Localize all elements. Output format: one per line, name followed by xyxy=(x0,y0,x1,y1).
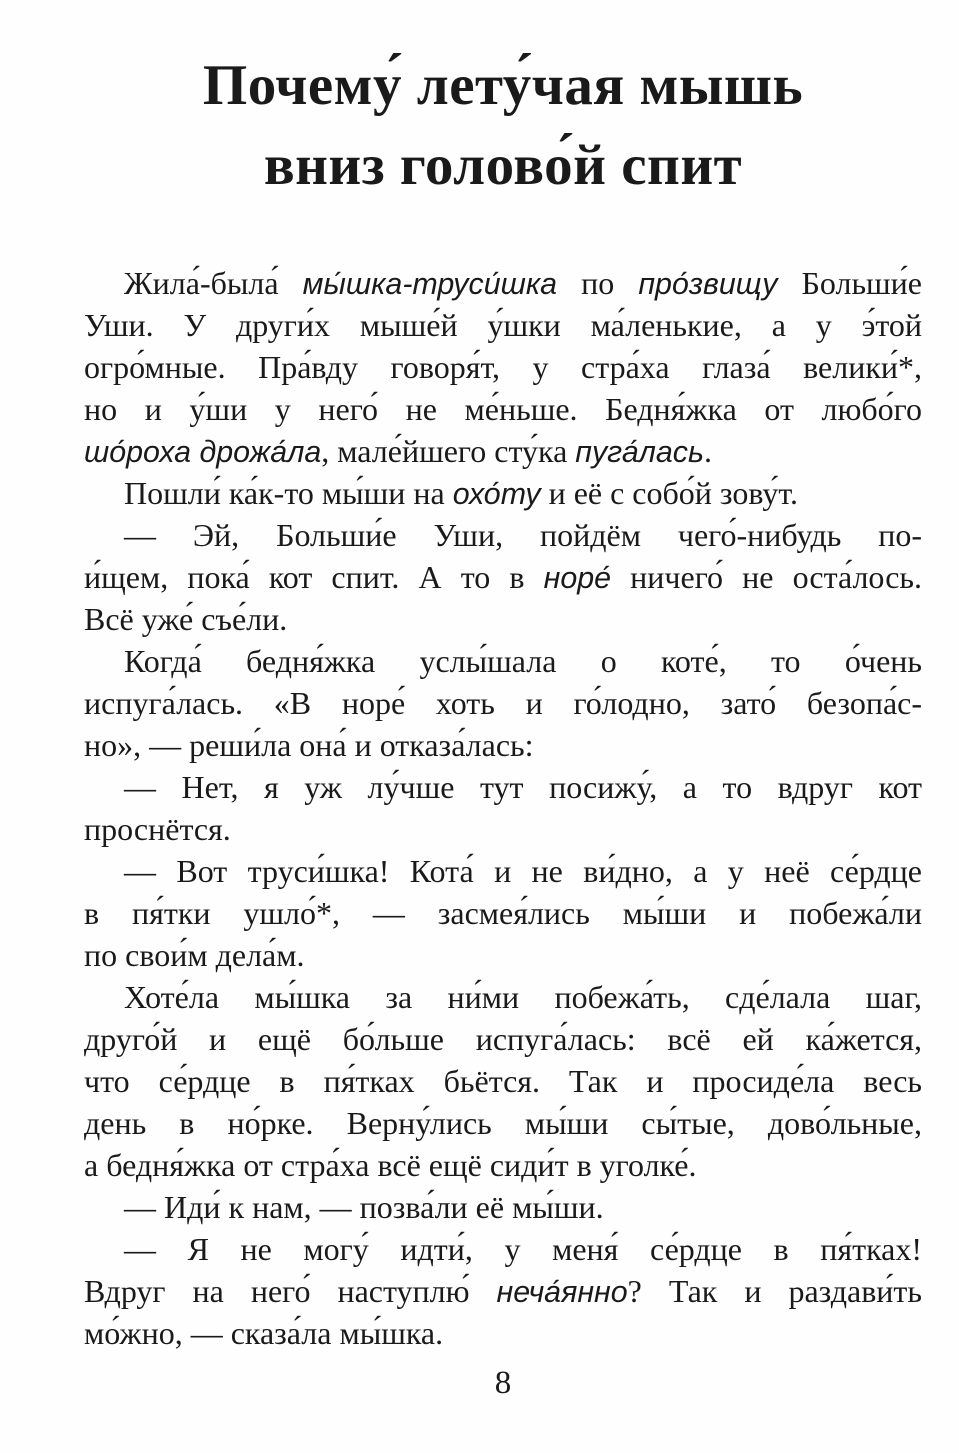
text-line xyxy=(84,304,922,346)
text-line xyxy=(84,472,922,514)
text-segment: . xyxy=(703,433,712,469)
text-segment: по свои́м дела́м. xyxy=(84,937,305,973)
italic-segment: норе́ xyxy=(543,561,612,595)
text-line xyxy=(84,346,922,388)
italic-segment: неча́янно xyxy=(496,1275,628,1309)
text-segment: Хоте́ла мы́шка за ни́ми побежа́ть, сде́лала шаг, xyxy=(124,979,922,1015)
text-segment: проснётся. xyxy=(84,811,231,847)
text-line xyxy=(84,640,922,682)
text-segment: испуга́лась. «В норе́ хоть и го́лодно, зато́ безопа́с- xyxy=(84,685,922,721)
text-segment: но», — реши́ла она́ и отказа́лась: xyxy=(84,727,534,763)
text-segment: ничего́ не оста́лось. xyxy=(611,559,922,595)
text-line xyxy=(84,1270,922,1312)
text-segment: по xyxy=(557,265,639,301)
text-segment: и́щем, пока́ кот спит. А то в xyxy=(84,559,544,595)
text-segment: в пя́тки ушло́*, — засмея́лись мы́ши и побежа́ли xyxy=(84,895,922,931)
italic-segment: пуга́лась xyxy=(575,435,704,469)
text-line xyxy=(84,682,922,724)
text-line xyxy=(84,1312,922,1354)
text-segment: но и у́ши у него́ не ме́ньше. Бедня́жка от любо́го xyxy=(84,391,922,427)
text-line xyxy=(84,976,922,1018)
title-line: вниз голово́й спит xyxy=(263,134,743,197)
story-title xyxy=(84,46,922,206)
text-segment: Жила́-была́ xyxy=(124,265,303,301)
italic-segment: мы́шка-труси́шка xyxy=(302,267,558,301)
text-segment: Вдруг на него́ наступлю́ xyxy=(84,1273,497,1309)
page-number: 8 xyxy=(494,1365,512,1401)
title-line: Почему́ лету́чая мышь xyxy=(202,54,804,117)
italic-segment: про́звищу xyxy=(638,267,778,301)
text-line xyxy=(84,1102,922,1144)
text-line xyxy=(84,892,922,934)
text-line xyxy=(84,514,922,556)
text-line xyxy=(84,934,922,976)
text-segment: что се́рдце в пя́тках бьётся. Так и просиде́ла весь xyxy=(84,1063,922,1099)
text-segment: друго́й и ещё бо́льше испуга́лась: всё ей ка́жется, xyxy=(84,1021,922,1057)
text-line xyxy=(84,1186,922,1228)
text-line xyxy=(84,1144,922,1186)
text-segment: — Нет, я уж лу́чше тут посижу́, а то вдруг кот xyxy=(124,769,922,805)
text-line xyxy=(84,1018,922,1060)
text-line xyxy=(84,1228,922,1270)
text-segment: Пошли́ ка́к-то мы́ши на xyxy=(124,475,453,511)
text-segment: — Иди́ к нам, — позва́ли её мы́ши. xyxy=(124,1189,604,1225)
text-line xyxy=(84,388,922,430)
text-line xyxy=(84,724,922,766)
text-segment: Когда́ бедня́жка услы́шала о коте́, то о́чень xyxy=(124,643,922,679)
text-segment: Уши. У други́х мыше́й у́шки ма́ленькие, а у э́той xyxy=(84,307,922,343)
text-line xyxy=(84,808,922,850)
text-line xyxy=(84,556,922,598)
text-segment: а бедня́жка от стра́ха всё ещё сиди́т в уголке́. xyxy=(84,1147,697,1183)
text-segment: ? Так и раздави́ть xyxy=(627,1273,922,1309)
text-segment: день в но́рке. Верну́лись мы́ши сы́тые, дово́льные, xyxy=(84,1105,922,1141)
text-line xyxy=(84,430,922,472)
text-segment: — Эй, Больши́е Уши, пойдём чего́-нибудь по- xyxy=(124,517,922,553)
text-segment: Больши́е xyxy=(777,265,922,301)
text-segment: огро́мные. Пра́вду говоря́т, у стра́ха глаза́ велики́*, xyxy=(84,349,922,385)
story-body xyxy=(84,262,922,1354)
text-segment: мо́жно, — сказа́ла мы́шка. xyxy=(84,1315,444,1351)
text-line xyxy=(84,850,922,892)
text-segment: Всё уже́ съе́ли. xyxy=(84,601,288,637)
italic-segment: охо́ту xyxy=(452,477,541,511)
text-segment: , мале́йшего сту́ка xyxy=(321,433,576,469)
text-line xyxy=(84,262,922,304)
text-line xyxy=(84,766,922,808)
text-segment: — Я не могу́ идти́, у меня́ се́рдце в пя́тках! xyxy=(124,1231,922,1267)
italic-segment: шо́роха дрожа́ла xyxy=(84,435,322,469)
text-line xyxy=(84,598,922,640)
text-line xyxy=(84,1060,922,1102)
text-segment: — Вот труси́шка! Кота́ и не ви́дно, а у неё се́рдце xyxy=(124,853,922,889)
text-segment: и её с собо́й зову́т. xyxy=(540,475,798,511)
